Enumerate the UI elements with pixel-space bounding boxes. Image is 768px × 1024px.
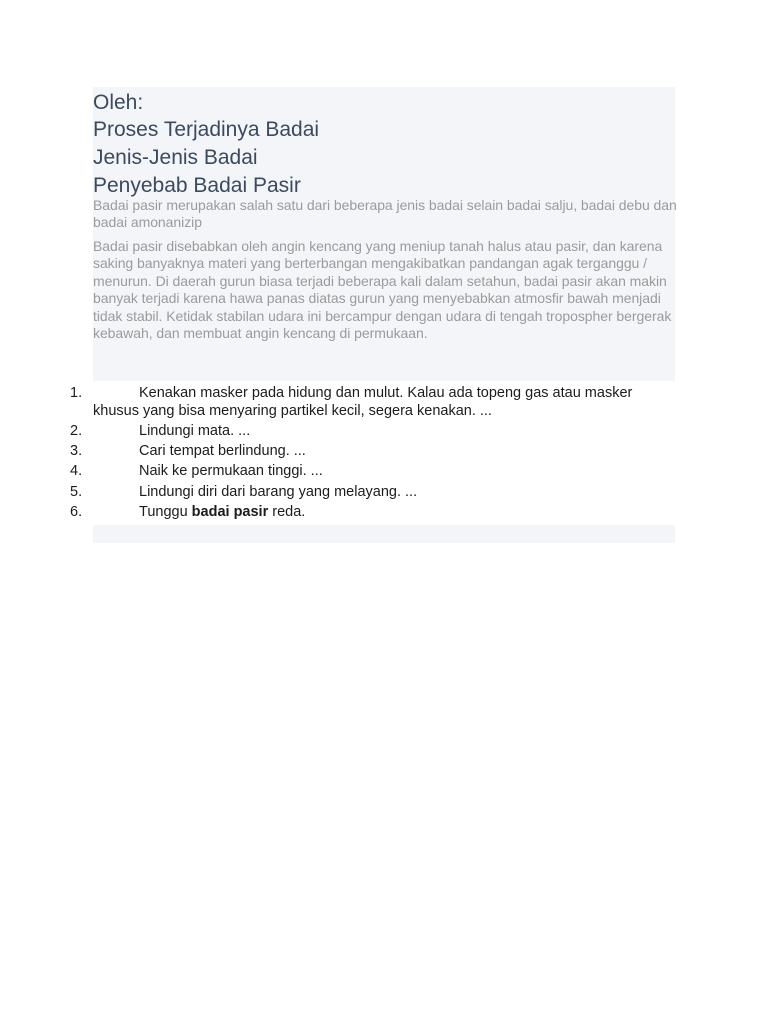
list-item-number: 5. <box>70 483 83 500</box>
heading-penyebab-badai-pasir: Penyebab Badai Pasir <box>93 174 301 197</box>
list-item-text-suffix: reda. <box>268 503 306 520</box>
list-item-number: 4. <box>70 463 83 480</box>
list-item <box>60 385 680 420</box>
list-item-text-bold: badai pasir <box>191 503 269 520</box>
heading-proses-terjadinya-badai: Proses Terjadinya Badai <box>93 118 320 141</box>
list-item <box>60 484 680 502</box>
list-item <box>60 443 680 461</box>
list-item-text-prefix: Tunggu <box>139 503 192 520</box>
heading-jenis-jenis-badai: Jenis-Jenis Badai <box>93 146 258 169</box>
list-item-number: 1. <box>70 385 83 401</box>
heading-oleh: Oleh: <box>93 91 144 114</box>
list-item-text <box>93 504 680 522</box>
list-item <box>60 463 680 481</box>
list-item-text: Lindungi mata. ... <box>139 422 251 439</box>
list-item-number: 6. <box>70 503 83 520</box>
safety-tips-list <box>60 385 680 524</box>
list-item-text: Naik ke permukaan tinggi. ... <box>139 463 323 480</box>
list-item-text: Lindungi diri dari barang yang melayang. ... <box>139 483 418 500</box>
list-item-number: 2. <box>70 422 83 439</box>
list-item-number: 3. <box>70 443 83 460</box>
list-item-text: Cari tempat berlindung. ... <box>139 443 306 460</box>
list-item <box>60 423 680 441</box>
list-item-text: Kenakan masker pada hidung dan mulut. Kalau ada topeng gas atau masker khusus yang bisa menyaring partikel kecil, segera kenakan. ... <box>93 385 633 419</box>
list-item <box>60 504 680 522</box>
paragraph-cause: Badai pasir disebabkan oleh angin kencang yang meniup tanah halus atau pasir, dan karena saking banyaknya materi yang berterbangan mengakibatkan pandangan agak terganggu / menurun. Di daerah gurun biasa terjadi beberapa kali dalam setahun, badai pasir akan makin banyak terjadi karena hawa panas diatas gurun yang menyebabkan atmosfir bawah menjadi tidak stabil. Ketidak stabilan udara ini bercampur dengan udara di tengah tropospher bergerak kebawah, dan membuat angin kencang di permukaan. <box>93 238 672 342</box>
content-panel-bottom <box>93 525 675 543</box>
paragraph-intro: Badai pasir merupakan salah satu dari beberapa jenis badai selain badai salju, badai debu dan badai amonanizip <box>93 197 677 231</box>
